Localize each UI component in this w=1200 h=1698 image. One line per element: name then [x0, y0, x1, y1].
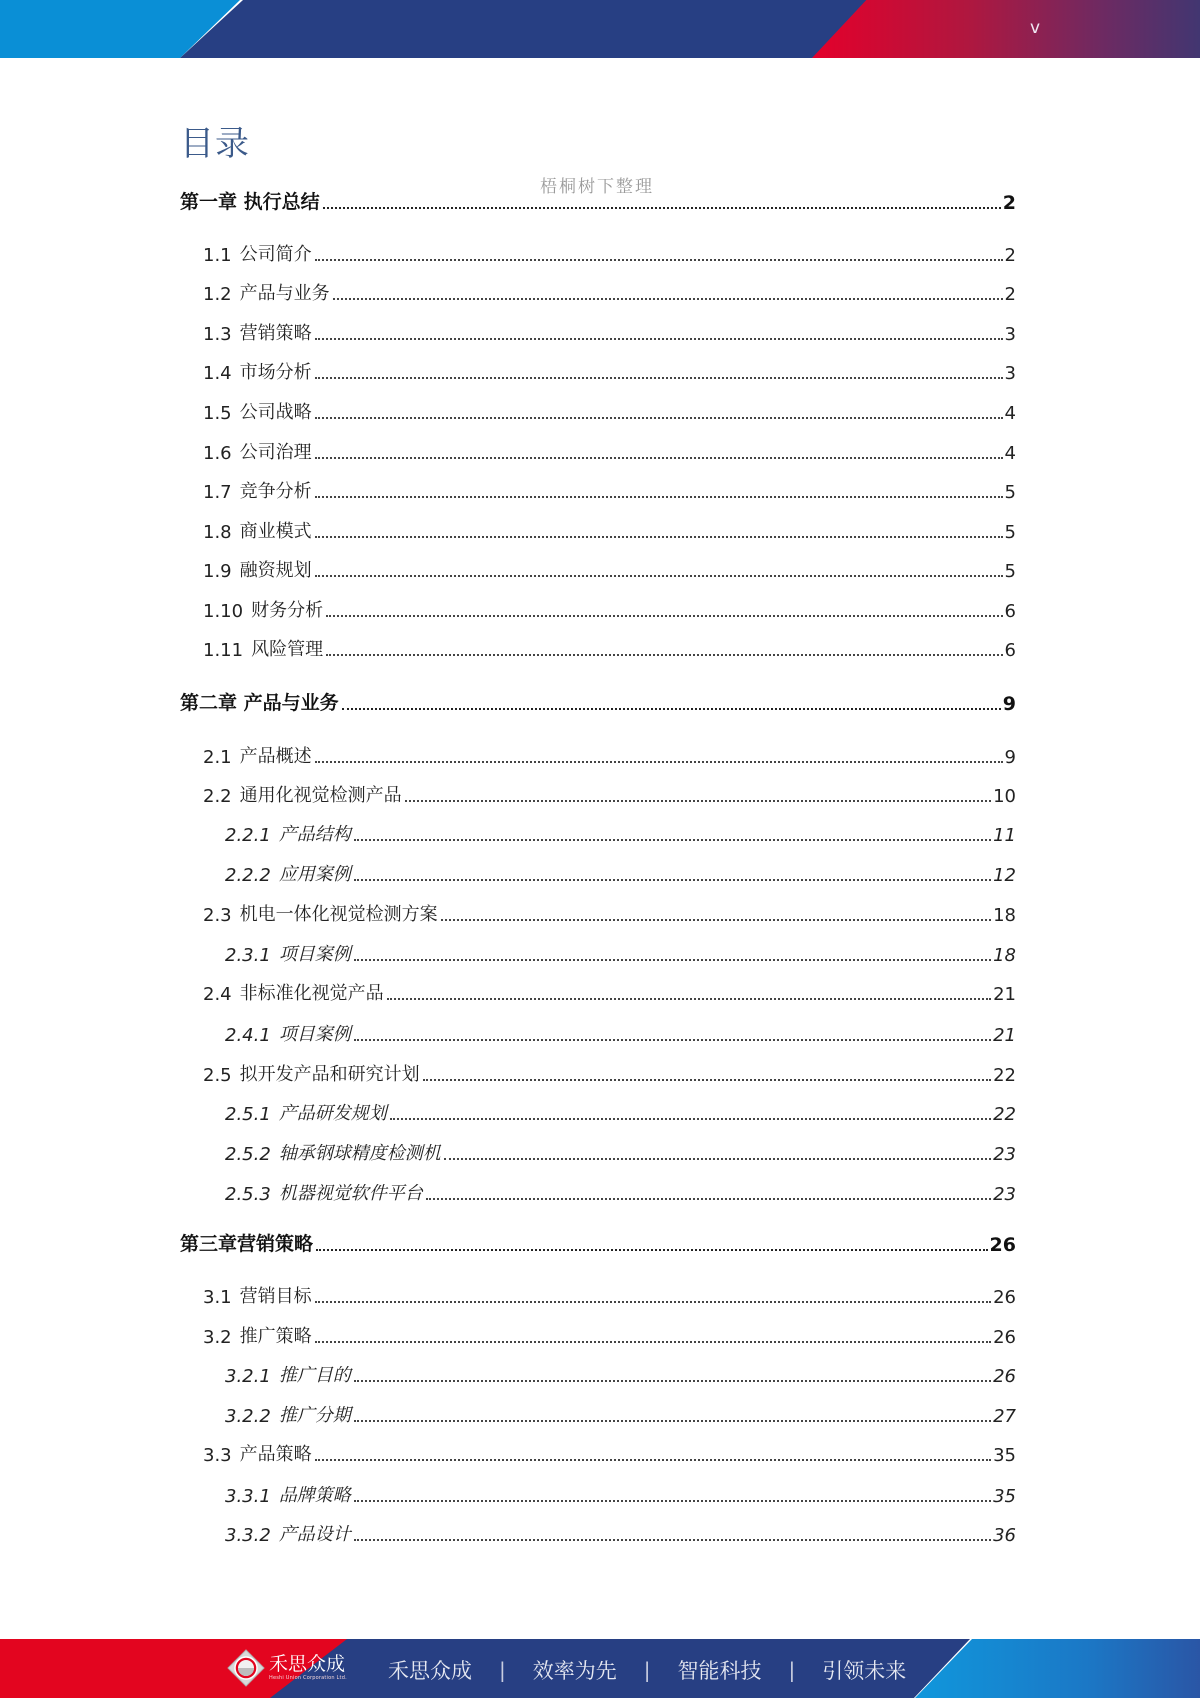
toc-num: 1.2 [203, 284, 232, 305]
toc-num: 1.9 [203, 561, 232, 582]
toc-page: 2 [1004, 284, 1016, 305]
toc-entry[interactable] [180, 981, 1016, 1005]
page-title: 目录 [180, 124, 250, 164]
dot-leader [441, 919, 991, 921]
toc-label: 市场分析 [239, 362, 312, 383]
toc-entry[interactable] [180, 440, 1016, 464]
logo-name-cn: 禾思众成 [269, 1653, 346, 1675]
toc-page: 26 [993, 1327, 1016, 1348]
toc-label: 产品与业务 [243, 692, 339, 714]
slogan-item: 效率为先 [532, 1659, 617, 1683]
toc-page: 35 [993, 1486, 1016, 1507]
toc-num: 1.10 [203, 601, 244, 622]
toc-label: 融资规划 [239, 560, 312, 581]
toc-subentry[interactable] [180, 1101, 1016, 1125]
toc-entry[interactable] [180, 400, 1016, 424]
header-navy-stripe [180, 0, 880, 58]
toc-entry[interactable] [180, 479, 1016, 503]
toc-page: 27 [993, 1406, 1016, 1427]
toc-label: 通用化视觉检测产品 [239, 785, 402, 806]
toc-subentry[interactable] [180, 1363, 1016, 1387]
toc-page: 22 [993, 1104, 1016, 1125]
slogan-item: 智能科技 [677, 1659, 762, 1683]
dot-leader [354, 879, 991, 881]
dot-leader [326, 615, 1002, 617]
toc-label: 产品概述 [239, 746, 312, 767]
toc-num: 2.2.1 [225, 825, 271, 846]
watermark: 梧桐树下整理 [540, 177, 654, 197]
toc-label: 推广策略 [239, 1326, 312, 1347]
toc-entry[interactable] [180, 598, 1016, 622]
toc-label: 公司战略 [239, 402, 312, 423]
toc-num: 2.5.2 [225, 1144, 271, 1165]
toc-num: 1.5 [203, 403, 232, 424]
toc-num: 第三章 [180, 1233, 238, 1255]
dot-leader [315, 259, 1003, 261]
toc-page: 10 [993, 786, 1016, 807]
toc-num: 1.7 [203, 482, 232, 503]
toc-page: 18 [993, 945, 1016, 966]
toc-chapter-2[interactable] [180, 691, 1016, 715]
toc-page: 4 [1004, 403, 1016, 424]
toc-subentry[interactable] [180, 1483, 1016, 1507]
toc-num: 2.5.1 [225, 1104, 271, 1125]
dot-leader [342, 708, 1001, 710]
toc-subentry[interactable] [180, 822, 1016, 846]
toc-num: 2.3 [203, 905, 232, 926]
toc-label: 风险管理 [251, 639, 324, 660]
dot-leader [354, 1380, 991, 1382]
toc-page: 18 [993, 905, 1016, 926]
toc-label: 财务分析 [251, 600, 324, 621]
toc-entry[interactable] [180, 1284, 1016, 1308]
toc-label: 执行总结 [243, 191, 320, 213]
toc-num: 2.4.1 [225, 1025, 271, 1046]
toc-page: 12 [993, 865, 1016, 886]
toc-label: 推广分期 [278, 1405, 351, 1426]
dot-leader [315, 1341, 991, 1343]
slogan-item: 禾思众成 [388, 1659, 472, 1683]
dot-leader [405, 800, 991, 802]
toc-page: 9 [1004, 747, 1016, 768]
toc-num: 2.5.3 [225, 1184, 271, 1205]
toc-num: 1.8 [203, 522, 232, 543]
toc-subentry[interactable] [180, 1522, 1016, 1546]
toc-label: 营销目标 [239, 1286, 312, 1307]
toc-entry[interactable] [180, 519, 1016, 543]
toc-page: 23 [993, 1144, 1016, 1165]
toc-num: 3.2 [203, 1327, 232, 1348]
dot-leader [323, 207, 1001, 209]
toc-label: 产品与业务 [239, 283, 330, 304]
toc-label: 营销策略 [239, 323, 312, 344]
toc-label: 机电一体化视觉检测方案 [239, 904, 438, 925]
toc-entry[interactable] [180, 321, 1016, 345]
toc-label: 应用案例 [278, 864, 351, 885]
logo-name-en: Heshi Union Corporation Ltd. [269, 1675, 347, 1681]
toc-page: 36 [993, 1525, 1016, 1546]
toc-num: 2.1 [203, 747, 232, 768]
dot-leader [444, 1158, 991, 1160]
toc-num: 3.3.1 [225, 1486, 271, 1507]
dot-leader [316, 1249, 988, 1251]
company-logo [227, 1649, 347, 1687]
toc-entry[interactable] [180, 1324, 1016, 1348]
dot-leader [315, 417, 1003, 419]
toc-page: 3 [1004, 363, 1016, 384]
dot-leader [354, 1500, 991, 1502]
slogan-separator: | [788, 1658, 796, 1682]
toc-page: 6 [1004, 640, 1016, 661]
toc-entry[interactable] [180, 558, 1016, 582]
slogan-item: 引领未来 [822, 1659, 907, 1683]
dot-leader [326, 654, 1002, 656]
toc-label: 项目案例 [278, 1024, 351, 1045]
dot-leader [387, 998, 991, 1000]
toc-num: 3.2.1 [225, 1366, 271, 1387]
toc-page: 21 [993, 1025, 1016, 1046]
toc-page: 5 [1004, 561, 1016, 582]
slogan-separator: | [499, 1658, 506, 1682]
dot-leader [315, 377, 1003, 379]
toc-entry[interactable] [180, 1442, 1016, 1466]
toc-num: 3.3 [203, 1445, 232, 1466]
toc-subentry[interactable] [180, 942, 1016, 966]
toc-label: 产品策略 [239, 1444, 312, 1465]
toc-num: 2.3.1 [225, 945, 271, 966]
dot-leader [333, 298, 1003, 300]
toc-entry[interactable] [180, 637, 1016, 661]
toc-entry[interactable] [180, 1062, 1016, 1086]
toc-label: 机器视觉软件平台 [278, 1183, 423, 1204]
toc-subentry[interactable] [180, 1403, 1016, 1427]
toc-chapter-3[interactable] [180, 1232, 1016, 1256]
toc-entry[interactable] [180, 360, 1016, 384]
toc-num: 3.3.2 [225, 1525, 271, 1546]
logo-emblem-icon [227, 1649, 265, 1687]
slogan-separator: | [643, 1658, 651, 1682]
toc-num: 第二章 [180, 692, 238, 714]
toc-label: 产品结构 [278, 824, 351, 845]
toc-page: 2 [1004, 245, 1016, 266]
toc-entry[interactable] [180, 744, 1016, 768]
toc-label: 非标准化视觉产品 [239, 983, 384, 1004]
toc-entry[interactable] [180, 281, 1016, 305]
dot-leader [354, 1039, 991, 1041]
dot-leader [426, 1198, 991, 1200]
dot-leader [354, 959, 991, 961]
toc-num: 2.5 [203, 1065, 232, 1086]
toc-subentry[interactable] [180, 1141, 1016, 1165]
toc-label: 推广目的 [278, 1365, 351, 1386]
header-band [0, 0, 1200, 58]
dot-leader [315, 338, 1003, 340]
toc-num: 1.3 [203, 324, 232, 345]
toc-entry[interactable] [180, 783, 1016, 807]
toc-label: 品牌策略 [278, 1485, 351, 1506]
toc-num: 2.4 [203, 984, 232, 1005]
toc-label: 公司简介 [239, 244, 312, 265]
toc-label: 营销策略 [237, 1233, 314, 1255]
dot-leader [315, 457, 1003, 459]
toc-page: 35 [993, 1445, 1016, 1466]
toc-label: 竞争分析 [239, 481, 312, 502]
footer-slogan [388, 1655, 906, 1685]
toc-label: 项目案例 [278, 944, 351, 965]
toc-label: 拟开发产品和研究计划 [239, 1064, 420, 1085]
toc-page: 26 [993, 1366, 1016, 1387]
toc-page: 5 [1004, 522, 1016, 543]
page-number: v [1029, 18, 1040, 38]
toc-label: 公司治理 [239, 442, 312, 463]
toc-num: 3.1 [203, 1287, 232, 1308]
dot-leader [315, 575, 1003, 577]
dot-leader [390, 1118, 991, 1120]
toc-subentry[interactable] [180, 1022, 1016, 1046]
toc-label: 产品研发规划 [278, 1103, 387, 1124]
toc-page: 22 [993, 1065, 1016, 1086]
dot-leader [423, 1079, 991, 1081]
toc-page: 9 [1002, 693, 1016, 715]
dot-leader [354, 839, 991, 841]
toc-page: 23 [993, 1184, 1016, 1205]
dot-leader [354, 1420, 991, 1422]
dot-leader [315, 536, 1003, 538]
toc-num: 1.4 [203, 363, 232, 384]
dot-leader [354, 1539, 991, 1541]
dot-leader [315, 1459, 991, 1461]
toc-page: 11 [993, 825, 1016, 846]
dot-leader [315, 496, 1003, 498]
toc-entry[interactable] [180, 242, 1016, 266]
toc-num: 1.6 [203, 443, 232, 464]
toc-num: 第一章 [180, 191, 238, 213]
dot-leader [315, 1301, 991, 1303]
toc-subentry[interactable] [180, 1181, 1016, 1205]
toc-num: 2.2 [203, 786, 232, 807]
toc-page: 5 [1004, 482, 1016, 503]
dot-leader [315, 761, 1003, 763]
toc-label: 产品设计 [278, 1524, 351, 1545]
toc-num: 1.11 [203, 640, 244, 661]
toc-num: 2.2.2 [225, 865, 271, 886]
toc-page: 26 [989, 1234, 1016, 1256]
toc-label: 轴承钢球精度检测机 [278, 1143, 441, 1164]
toc-subentry[interactable] [180, 862, 1016, 886]
toc-num: 1.1 [203, 245, 232, 266]
toc-chapter-1[interactable] [180, 190, 1016, 214]
toc-label: 商业模式 [239, 521, 312, 542]
toc-page: 6 [1004, 601, 1016, 622]
toc-page: 26 [993, 1287, 1016, 1308]
toc-page: 21 [993, 984, 1016, 1005]
toc-num: 3.2.2 [225, 1406, 271, 1427]
header-red-stripe [812, 0, 1200, 58]
toc-entry[interactable] [180, 902, 1016, 926]
toc-page: 4 [1004, 443, 1016, 464]
toc-page: 3 [1004, 324, 1016, 345]
toc-page: 2 [1002, 192, 1016, 214]
footer-band [0, 1639, 1200, 1698]
